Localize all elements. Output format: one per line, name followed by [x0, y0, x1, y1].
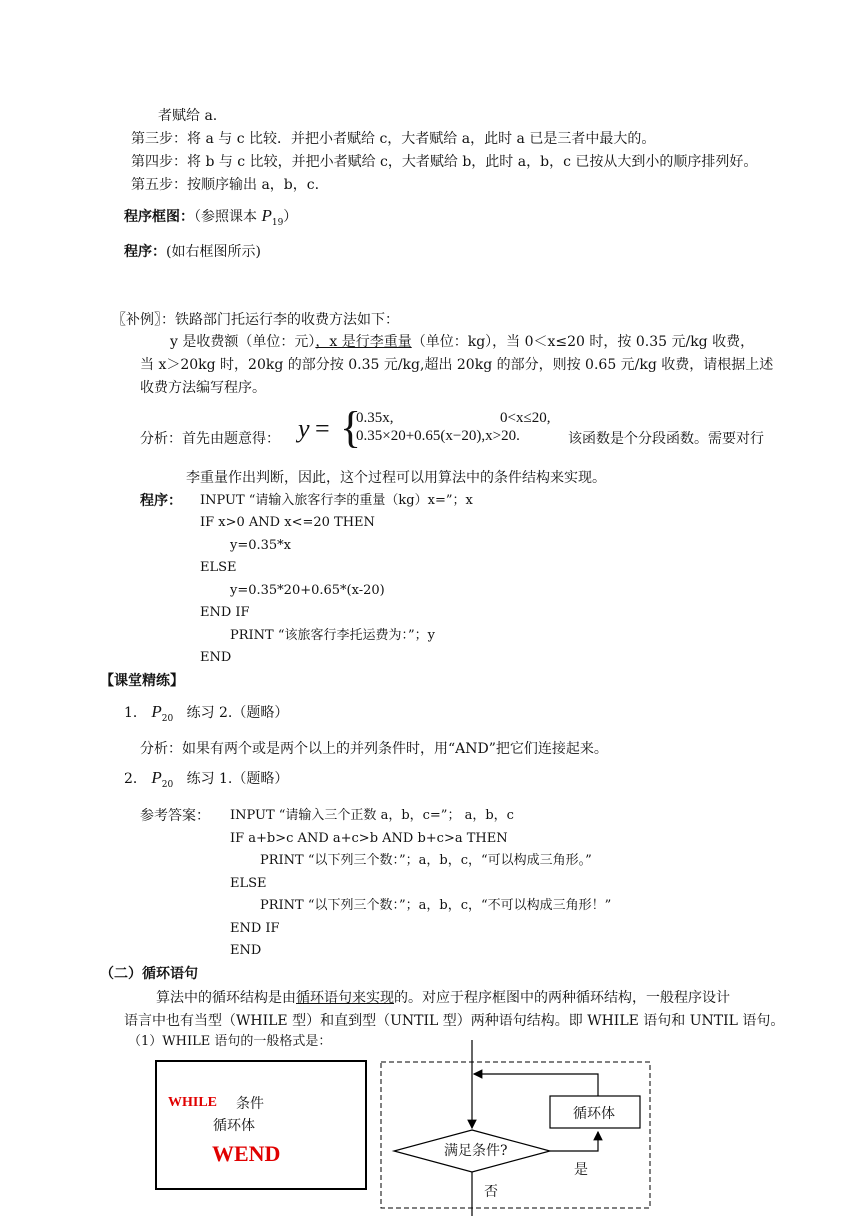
dashed-frame	[381, 1062, 650, 1208]
formula-brace: {	[340, 403, 362, 452]
text-line: 第五步：按顺序输出 a，b，c.	[131, 177, 320, 193]
analysis-tail: 该函数是个分段函数。需要对行	[568, 431, 764, 447]
loop-text: 的。对应于程序框图中的两种循环结构，一般程序设计	[394, 990, 730, 1006]
code-line: END IF	[200, 605, 250, 620]
code-line: y=0.35*20+0.65*(x-20)	[230, 583, 385, 598]
answer-line: END	[230, 943, 262, 958]
answer-label: 参考答案：	[140, 808, 210, 824]
practice-item-2	[124, 768, 288, 795]
flowchart-no-label: 否	[484, 1184, 498, 1200]
practice-analysis: 分析：如果有两个或是两个以上的并列条件时，用“AND”把它们连接起来。	[140, 741, 608, 757]
while-keyword: WHILE	[168, 1095, 218, 1110]
formula-row1-right: 0<x≤20,	[500, 410, 551, 426]
code-line: ELSE	[200, 560, 237, 575]
loop-line	[156, 988, 730, 1008]
formula-row2: 0.35×20+0.65(x−20),x>20.	[356, 428, 520, 444]
page-ref-number: 20	[161, 714, 174, 724]
example-line: 当 x＞20kg 时，20kg 的部分按 0.35 元/kg,超出 20kg 的部分，则按 0.65 元/kg 收费，请根据上述	[140, 357, 774, 373]
code-label: 程序：	[140, 493, 182, 509]
loop-back-arrow	[474, 1074, 598, 1096]
text-line: 第四步：将 b 与 c 比较，并把小者赋给 c，大者赋给 b，此时 a，b，c 已按从大到小的顺序排列好。	[131, 154, 758, 170]
yes-arrow	[550, 1132, 598, 1151]
practice-number: 1．	[124, 705, 147, 721]
page-ref-p: P	[151, 702, 162, 721]
answer-line: IF a+b>c AND a+c>b AND b+c>a THEN	[230, 831, 508, 846]
code-line: END	[200, 650, 232, 665]
while-condition: 条件	[236, 1096, 264, 1112]
while-heading: （1）WHILE 语句的一般格式是：	[128, 1034, 332, 1049]
answer-line: PRINT “以下列三个数：”；a，b，c，“不可以构成三角形！”	[260, 898, 612, 913]
flowchart-yes-label: 是	[574, 1162, 588, 1178]
example-line	[170, 332, 754, 352]
while-body: 循环体	[213, 1118, 255, 1134]
flowchart-ref-close: ）	[283, 209, 298, 225]
page-ref-number: 20	[161, 780, 174, 790]
example-underlined: ，x 是行李重量	[315, 334, 412, 350]
loop-underlined: 循环语句来实现	[296, 990, 394, 1006]
example-heading: 〖补例〗：铁路部门托运行李的收费方法如下：	[112, 312, 399, 328]
example-line: 收费方法编写程序。	[140, 380, 266, 396]
flowchart-condition-label: 满足条件?	[444, 1143, 508, 1159]
while-flowchart	[370, 1040, 670, 1216]
example-text: y 是收费额（单位：元）	[170, 334, 316, 350]
answer-line: ELSE	[230, 876, 267, 891]
program-ref-line	[124, 242, 261, 262]
formula-eq: =	[315, 414, 330, 443]
code-line: IF x>0 AND x<=20 THEN	[200, 515, 375, 530]
text-line: 第三步：将 a 与 c 比较．并把小者赋给 c，大者赋给 a，此时 a 已是三者中最大的。	[131, 131, 656, 147]
answer-line: END IF	[230, 921, 280, 936]
formula-row1-left: 0.35x,	[356, 410, 394, 426]
analysis-label: 分析：首先由题意得：	[140, 431, 280, 447]
practice-number: 2．	[124, 771, 147, 787]
flowchart-label: 程序框图：	[124, 209, 194, 225]
analysis-line: 李重量作出判断，因此，这个过程可以用算法中的条件结构来实现。	[186, 470, 606, 486]
text-line: 者赋给 a.	[158, 108, 218, 124]
flowchart-ref-line	[124, 206, 297, 233]
code-line: INPUT “请输入旅客行李的重量（kg）x=”；x	[200, 493, 473, 508]
practice-heading: 【课堂精练】	[100, 673, 184, 689]
formula-y: y	[298, 414, 310, 443]
program-label: 程序：	[124, 244, 166, 260]
answer-line: PRINT “以下列三个数：”；a，b，c，“可以构成三角形。”	[260, 853, 592, 868]
flowchart-ref: （参照课本	[194, 209, 257, 225]
practice-item-1	[124, 702, 288, 729]
practice-text: 练习 2.（题略）	[186, 705, 289, 721]
page-ref-p: P	[261, 206, 272, 225]
program-ref: (如右框图所示)	[166, 244, 261, 260]
page-ref-p: P	[151, 768, 162, 787]
code-line: y=0.35*x	[230, 538, 292, 553]
code-line: PRINT “该旅客行李托运费为：”；y	[230, 628, 435, 643]
flowchart-body-label: 循环体	[573, 1106, 615, 1122]
answer-line: INPUT “请输入三个正数 a，b，c=”； a，b，c	[230, 808, 514, 823]
practice-text: 练习 1.（题略）	[186, 771, 289, 787]
page-ref-number: 19	[271, 218, 284, 228]
loop-text: 算法中的循环结构是由	[156, 990, 296, 1006]
loop-line: 语言中也有当型（WHILE 型）和直到型（UNTIL 型）两种语句结构。即 WHILE 语句和 UNTIL 语句。	[124, 1013, 785, 1029]
wend-keyword: WEND	[212, 1141, 281, 1166]
while-syntax-box	[155, 1060, 367, 1190]
example-text: （单位：kg），当 0＜x≤20 时，按 0.35 元/kg 收费，	[411, 334, 755, 350]
section-heading: （二）循环语句	[100, 966, 198, 982]
